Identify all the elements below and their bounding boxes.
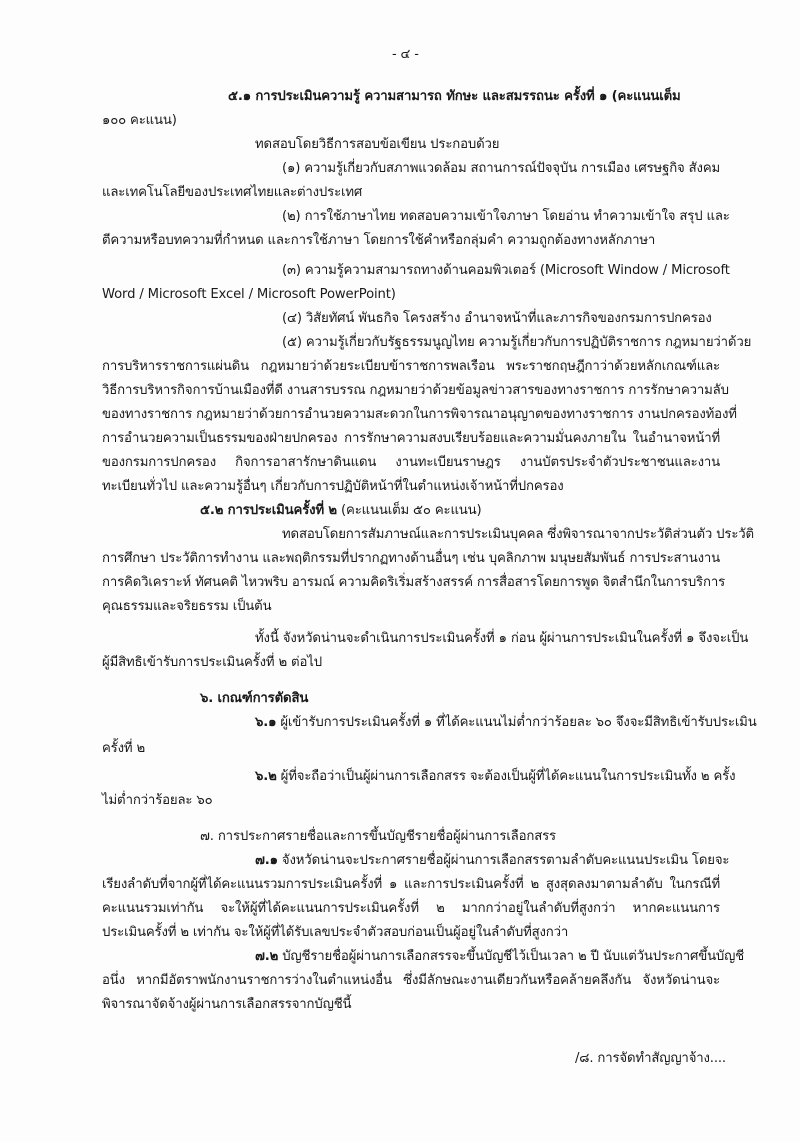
item-7-1-cont: ประเมินครั้งที่ ๒ เท่ากัน จะให้ผู้ที่ได้รับเลขประจำตัวสอบก่อนเป็นผู้อยู่ในลำดับที่สูงกว่า <box>102 925 569 940</box>
section-5-2-heading: ๕.๒ การประเมินครั้งที่ ๒ (คะแนนเต็ม ๕๐ คะแนน) <box>200 503 482 518</box>
criteria-6-2-cont: ไม่ต่ำกว่าร้อยละ ๖๐ <box>102 793 213 808</box>
paragraph-line: ทดสอบโดยการสัมภาษณ์และการประเมินบุคคล ซึ่งพิจารณาจากประวัติส่วนตัว ประวัติ <box>282 527 754 542</box>
page-number: - ๔ - <box>392 47 419 62</box>
criteria-6-1-cont: ครั้งที่ ๒ <box>102 741 146 756</box>
paragraph-line: คุณธรรมและจริยธรรม เป็นต้น <box>102 599 272 614</box>
paragraph-line: การศึกษา ประวัติการทำงาน และพฤติกรรมที่ปรากฏทางด้านอื่นๆ เช่น บุคลิกภาพ มนุษยสัมพันธ์ การประสานงาน <box>102 551 720 566</box>
continuation-note: /๘. การจัดทำสัญญาจ้าง.... <box>575 1051 726 1066</box>
list-item-5-cont: การอำนวยความเป็นธรรมของฝ่ายปกครอง การรักษาความสงบเรียบร้อยและความมั่นคงภายใน ในอำนาจหน้าที่ <box>102 431 720 446</box>
item-7-2: ๗.๒ บัญชีรายชื่อผู้ผ่านการเลือกสรรจะขึ้นบัญชีไว้เป็นเวลา ๒ ปี นับแต่วันประกาศขึ้นบัญชี <box>255 949 745 964</box>
list-item-5-cont: ทะเบียนทั่วไป และความรู้อื่นๆ เกี่ยวกับการปฏิบัติหน้าที่ในตำแหน่งเจ้าหน้าที่ปกครอง <box>102 479 564 494</box>
paragraph-line: การคิดวิเคราะห์ ทัศนคติ ไหวพริบ อารมณ์ ความคิดริเริ่มสร้างสรรค์ การสื่อสารโดยการพูด จิตสำนึกในการบริการ <box>102 575 726 590</box>
section-5-1-heading: ๕.๑ การประเมินความรู้ ความสามารถ ทักษะ และสมรรถนะ ครั้งที่ ๑ (คะแนนเต็ม <box>228 89 681 104</box>
item-7-1-cont: คะแนนรวมเท่ากัน จะให้ผู้ที่ได้คะแนนการประเมินครั้งที่ ๒ มากกว่าอยู่ในลำดับที่สูงกว่า หากคะแนนการ <box>102 901 720 916</box>
paragraph-line: ผู้มีสิทธิเข้ารับการประเมินครั้งที่ ๒ ต่อไป <box>102 655 322 670</box>
section-5-1-heading-cont: ๑๐๐ คะแนน) <box>102 113 177 128</box>
list-item-3-cont: Word / Microsoft Excel / Microsoft PowerPoint) <box>102 287 396 302</box>
list-item-5-cont: ของทางราชการ กฎหมายว่าด้วยการอำนวยความสะดวกในการพิจารณาอนุญาตของทางราชการ งานปกครองท้องที่ <box>102 407 737 422</box>
list-item-5-cont: วิธีการบริหารกิจการบ้านเมืองที่ดี งานสารบรรณ กฎหมายว่าด้วยข้อมูลข่าวสารของทางราชการ การรักษาความลับ <box>102 383 729 398</box>
list-item-2-cont: ตีความหรือบทความที่กำหนด และการใช้ภาษา โดยการใช้คำหรือกลุ่มคำ ความถูกต้องทางหลักภาษา <box>102 233 656 248</box>
list-item-5-cont: การบริหารราชการแผ่นดิน กฎหมายว่าด้วยระเบียบข้าราชการพลเรือน พระราชกฤษฎีกาว่าด้วยหลักเกณฑ์และ <box>102 359 720 374</box>
list-item-5: (๕) ความรู้เกี่ยวกับรัฐธรรมนูญไทย ความรู้เกี่ยวกับการปฏิบัติราชการ กฎหมายว่าด้วย <box>282 335 752 350</box>
paragraph-line: ทดสอบโดยวิธีการสอบข้อเขียน ประกอบด้วย <box>255 137 500 152</box>
list-item-4: (๔) วิสัยทัศน์ พันธกิจ โครงสร้าง อำนาจหน้าที่และภารกิจของกรมการปกครอง <box>282 311 712 326</box>
item-7-2-cont: พิจารณาจัดจ้างผู้ผ่านการเลือกสรรจากบัญชีนี้ <box>102 997 352 1012</box>
item-7-1: ๗.๑ จังหวัดน่านจะประกาศรายชื่อผู้ผ่านการเลือกสรรตามลำดับคะแนนประเมิน โดยจะ <box>255 853 730 868</box>
list-item-3: (๓) ความรู้ความสามารถทางด้านคอมพิวเตอร์ (Microsoft Window / Microsoft <box>282 263 730 278</box>
item-7-1-cont: เรียงลำดับที่จากผู้ที่ได้คะแนนรวมการประเมินครั้งที่ ๑ และการประเมินครั้งที่ ๒ สูงสุดลงมาตามลำดับ ในกรณีที่ <box>102 877 720 892</box>
list-item-5-cont: ของกรมการปกครอง กิจการอาสารักษาดินแดน งานทะเบียนราษฎร งานบัตรประจำตัวประชาชนและงาน <box>102 455 720 470</box>
section-7-heading: ๗. การประกาศรายชื่อและการขึ้นบัญชีรายชื่อผู้ผ่านการเลือกสรร <box>200 829 556 844</box>
section-6-heading: ๖. เกณฑ์การตัดสิน <box>200 691 309 706</box>
list-item-2: (๒) การใช้ภาษาไทย ทดสอบความเข้าใจภาษา โดยอ่าน ทำความเข้าใจ สรุป และ <box>282 209 730 224</box>
criteria-6-2: ๖.๒ ผู้ที่จะถือว่าเป็นผู้ผ่านการเลือกสรร จะต้องเป็นผู้ที่ได้คะแนนในการประเมินทั้ง ๒ ครั้ง <box>255 769 736 784</box>
paragraph-line: ทั้งนี้ จังหวัดน่านจะดำเนินการประเมินครั้งที่ ๑ ก่อน ผู้ผ่านการประเมินในครั้งที่ ๑ จึงจะเป็น <box>255 631 749 646</box>
criteria-6-1: ๖.๑ ผู้เข้ารับการประเมินครั้งที่ ๑ ที่ได้คะแนนไม่ต่ำกว่าร้อยละ ๖๐ จึงจะมีสิทธิเข้ารับประเมิน <box>255 715 757 730</box>
list-item-1: (๑) ความรู้เกี่ยวกับสภาพแวดล้อม สถานการณ์ปัจจุบัน การเมือง เศรษฐกิจ สังคม <box>282 161 721 176</box>
item-7-2-cont: อนึ่ง หากมีอัตราพนักงานราชการว่างในตำแหน่งอื่น ซึ่งมีลักษณะงานเดียวกันหรือคล้ายคลึงกัน จังหวัดน่านจะ <box>102 973 720 988</box>
list-item-1-cont: และเทคโนโลยีของประเทศไทยและต่างประเทศ <box>102 185 363 200</box>
